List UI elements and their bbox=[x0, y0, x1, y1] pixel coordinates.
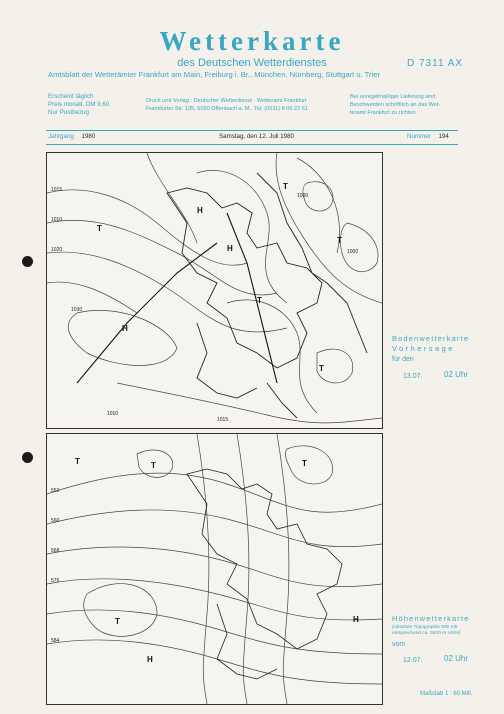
svg-text:1030: 1030 bbox=[71, 307, 83, 313]
upper-map-heading: Höhenwetterkarte bbox=[392, 614, 470, 623]
upper-map-time: 02 Uhr bbox=[444, 654, 469, 663]
svg-text:T: T bbox=[337, 236, 342, 245]
publication-code: D 7311 AX bbox=[407, 58, 464, 69]
svg-text:1015: 1015 bbox=[51, 187, 63, 193]
svg-text:T: T bbox=[151, 461, 156, 470]
svg-text:H: H bbox=[197, 206, 203, 215]
info-right bbox=[350, 93, 440, 117]
page-title: Wetterkarte bbox=[159, 26, 345, 56]
upper-map-drawing bbox=[47, 434, 382, 704]
svg-text:560: 560 bbox=[51, 518, 60, 524]
nummer-value: 194 bbox=[438, 133, 449, 140]
svg-text:T: T bbox=[97, 224, 102, 233]
info-left-line: Erscheint täglich bbox=[48, 93, 94, 100]
surface-weather-map bbox=[46, 152, 383, 429]
map-scale: Maßstab 1 : 60 Mill. bbox=[420, 691, 473, 697]
upper-map-note-2: entsprechend ca. 5500 m Höhe) bbox=[392, 631, 461, 636]
nummer bbox=[407, 133, 449, 141]
svg-text:1000: 1000 bbox=[297, 193, 309, 199]
info-middle bbox=[146, 97, 308, 113]
surface-map-heading: Bodenwetterkarte bbox=[392, 334, 470, 343]
info-right-line: Beschwerden schriftlich an das Wet- bbox=[350, 102, 441, 108]
issue-rule-bottom bbox=[46, 144, 458, 145]
svg-text:584: 584 bbox=[51, 638, 60, 644]
jahrgang-label: Jahrgang bbox=[48, 133, 74, 140]
info-middle-line: Frankfurter Str. 135, 6050 Offenbach a. M., Tel. (0611) 8 06 22 61 bbox=[146, 106, 309, 112]
svg-text:H: H bbox=[122, 324, 128, 333]
svg-text:568: 568 bbox=[51, 548, 60, 554]
svg-text:1015: 1015 bbox=[217, 417, 229, 423]
svg-text:H: H bbox=[227, 244, 233, 253]
surface-map-date: 13.07. bbox=[403, 373, 423, 380]
info-right-line: Bei unregelmäßiger Lieferung sind bbox=[350, 94, 436, 100]
svg-text:T: T bbox=[115, 617, 120, 626]
info-right-line: teramt Frankfurt zu richten bbox=[350, 110, 416, 116]
svg-text:1000: 1000 bbox=[347, 249, 359, 255]
svg-text:T: T bbox=[257, 296, 262, 305]
svg-text:576: 576 bbox=[51, 578, 60, 584]
svg-text:1010: 1010 bbox=[107, 411, 119, 417]
svg-text:T: T bbox=[75, 457, 80, 466]
info-left-line: Preis monatl. DM 9,60 bbox=[48, 101, 110, 108]
punch-hole-top bbox=[22, 256, 33, 267]
svg-text:1020: 1020 bbox=[51, 247, 63, 253]
surface-map-time: 02 Uhr bbox=[444, 370, 469, 379]
svg-text:T: T bbox=[319, 364, 324, 373]
info-left bbox=[48, 93, 109, 117]
page-subtitle: des Deutschen Wetterdienstes bbox=[177, 57, 327, 69]
svg-text:T: T bbox=[283, 182, 288, 191]
svg-text:1010: 1010 bbox=[51, 217, 63, 223]
svg-text:H: H bbox=[147, 655, 153, 664]
info-left-line: Nur Postbezug bbox=[48, 109, 89, 116]
jahrgang-value: 1980 bbox=[81, 133, 96, 140]
amtsblatt-line: Amtsblatt der Wetterämter Frankfurt am Main, Freiburg i. Br., München, Nürnberg, Stuttgart u. Trier bbox=[48, 70, 380, 79]
issue-date: Samstag, den 12. Juli 1980 bbox=[219, 133, 294, 140]
surface-map-drawing bbox=[47, 153, 382, 428]
upper-air-map bbox=[46, 433, 383, 705]
info-middle-line: Druck und Verlag : Deutscher Wetterdienst - Wetteramt Frankfurt bbox=[146, 98, 307, 104]
issue-rule-top bbox=[46, 130, 458, 131]
upper-map-note-1: (Absolute Topographie 500 mb bbox=[392, 625, 458, 630]
svg-text:552: 552 bbox=[51, 488, 60, 494]
svg-text:H: H bbox=[353, 615, 359, 624]
surface-map-for-label: für den bbox=[392, 356, 414, 363]
jahrgang bbox=[48, 133, 95, 141]
surface-map-subheading: Vorhersage bbox=[392, 344, 455, 353]
upper-map-date: 12.07. bbox=[403, 657, 423, 664]
nummer-label: Nummer bbox=[407, 133, 431, 140]
punch-hole-bottom bbox=[22, 452, 33, 463]
svg-text:T: T bbox=[302, 459, 307, 468]
upper-map-for-label: vom bbox=[392, 641, 406, 648]
